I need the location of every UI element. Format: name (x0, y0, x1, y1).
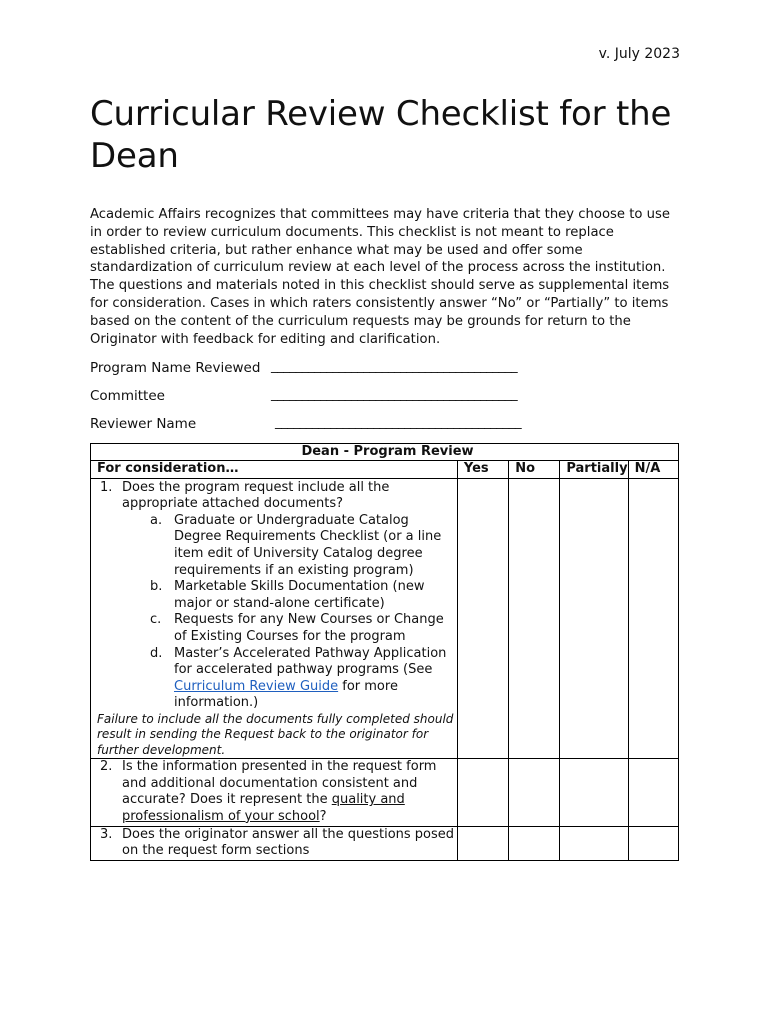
quality-underlined-text: quality and professionalism of your school (122, 792, 405, 824)
table-caption: Dean - Program Review (91, 444, 679, 461)
header-for-consideration: For consideration… (91, 461, 458, 479)
q2-no-cell[interactable] (509, 759, 560, 826)
failure-note: Failure to include all the documents fully completed should result in sending the Request back to the originator for further development. (97, 711, 454, 757)
program-review-table (90, 443, 679, 861)
q2-na-cell[interactable] (628, 759, 678, 826)
list-item: a. Graduate or Undergraduate Catalog Degree Requirements Checklist (or a line item edit of University Catalog degree requirements if an existing program) (150, 512, 442, 578)
question-2-number: 2. (100, 759, 113, 775)
intro-paragraph: Academic Affairs recognizes that committees may have criteria that they choose to use in order to review curriculum documents. This checklist is not meant to replace established criteria, but rather enhance what may be used and offer some standardization of curriculum review at each level of the process across the institution. The questions and materials noted in this checklist should serve as supplemental items for consideration. Cases in which raters consistently answer “No” or “Partially” to items based on the content of the curriculum requests may be grounds for return to the Originator with feedback for editing and clarification. (90, 207, 670, 347)
reviewer-name-label: Reviewer Name (90, 416, 197, 432)
header-na: N/A (628, 461, 678, 479)
table-row (91, 478, 679, 759)
header-yes: Yes (457, 461, 508, 479)
question-1-cell (91, 478, 458, 759)
curriculum-review-guide-link[interactable]: Curriculum Review Guide (174, 678, 339, 694)
question-3-number: 3. (100, 826, 113, 842)
q3-yes-cell[interactable] (457, 826, 508, 860)
q1-partially-cell[interactable] (560, 478, 628, 759)
table-row (91, 759, 679, 826)
q1-yes-cell[interactable] (457, 478, 508, 759)
reviewer-name-line[interactable]: ________________________________________ (275, 414, 522, 430)
version-label: v. July 2023 (598, 46, 680, 62)
q2-partially-cell[interactable] (560, 759, 628, 826)
q3-na-cell[interactable] (628, 826, 678, 860)
list-item: b. Marketable Skills Documentation (new major or stand-alone certificate) (150, 579, 425, 611)
q1-no-cell[interactable] (509, 478, 560, 759)
q3-no-cell[interactable] (509, 826, 560, 860)
question-1-text: Does the program request include all the appropriate attached documents? (122, 479, 390, 512)
committee-label: Committee (90, 388, 165, 404)
table-row (91, 826, 679, 860)
q3-partially-cell[interactable] (560, 826, 628, 860)
question-2-cell: 2. Is the information presented in the request form and additional documentation consistent and accurate? Does it represent the quality and professionalism of your school? (91, 759, 458, 826)
header-no: No (509, 461, 560, 479)
header-partially: Partially (560, 461, 628, 479)
program-name-line[interactable]: ________________________________________ (271, 358, 518, 374)
q1-na-cell[interactable] (628, 478, 678, 759)
page-title: Curricular Review Checklist for the Dean (90, 94, 672, 176)
list-item: d. Master’s Accelerated Pathway Application for accelerated pathway programs (See Curriculum Review Guide for more information.) (150, 645, 447, 711)
question-3-cell: 3. Does the originator answer all the questions posed on the request form sections (91, 826, 458, 860)
q2-yes-cell[interactable] (457, 759, 508, 826)
list-item: c. Requests for any New Courses or Change of Existing Courses for the program (150, 612, 444, 644)
committee-line[interactable]: ________________________________________ (271, 386, 518, 402)
program-name-label: Program Name Reviewed (90, 360, 261, 376)
question-1-number: 1. (100, 479, 113, 495)
